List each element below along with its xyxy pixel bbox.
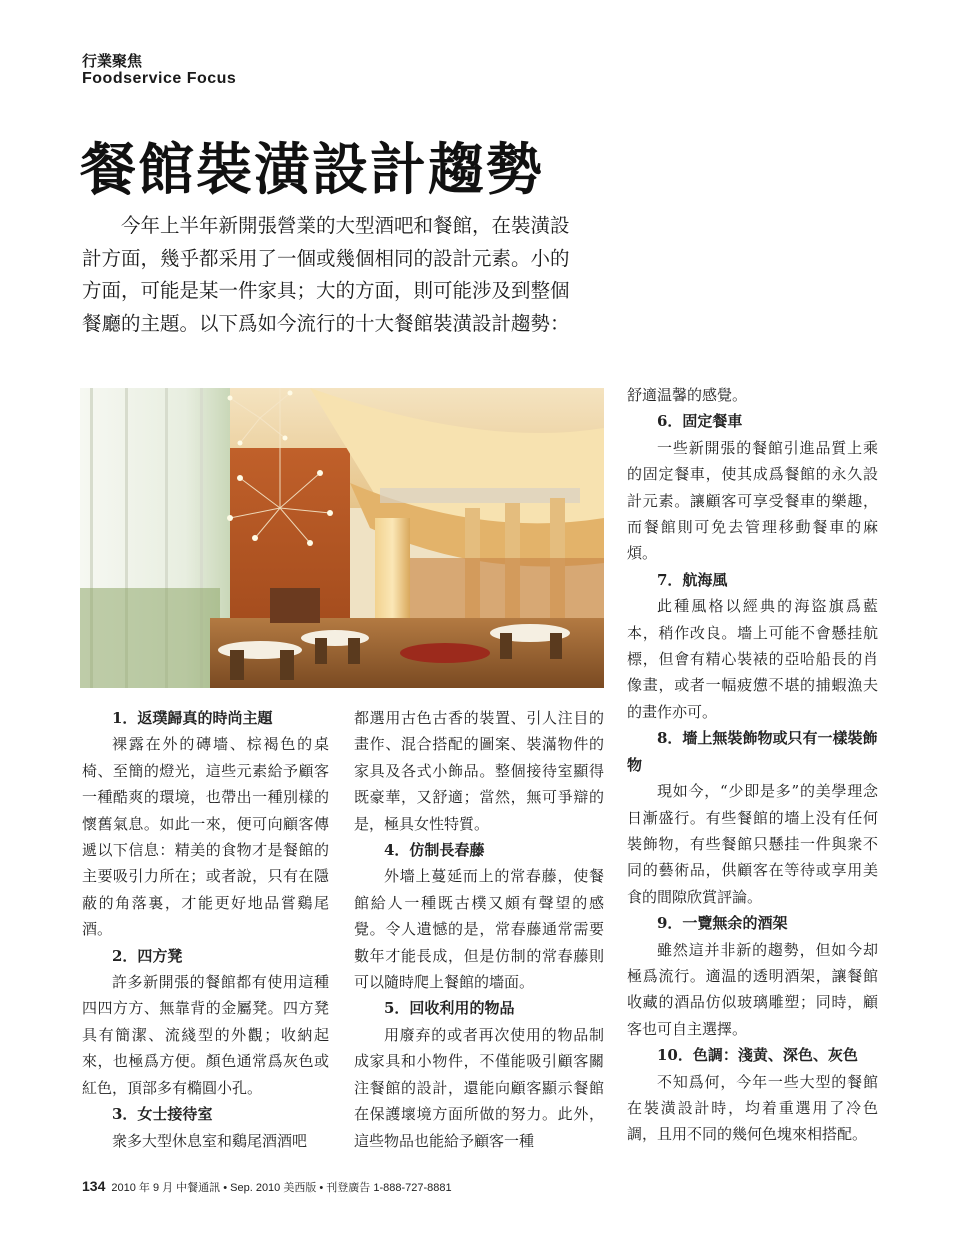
trend-heading-1: 1．返璞歸真的時尚主題 — [112, 709, 273, 727]
text-column-2 — [354, 705, 604, 1154]
trend-body-8: 現如今，“少即是多”的美學理念日漸盛行。有些餐館的墻上没有任何裝飾物，有些餐館只懸挂一件與衆不同的藝術品，供顧客在等待或享用美食的間隙欣賞評論。 — [627, 782, 878, 906]
text-column-1 — [82, 705, 329, 1154]
trend-heading-6: 6．固定餐車 — [657, 412, 743, 431]
trend-heading-7: 7．航海風 — [657, 570, 728, 589]
page-footer — [82, 1178, 452, 1195]
trend-body-5-continued: 舒適温馨的感覺。 — [627, 386, 748, 404]
trend-heading-10: 10．色調：淺黄、深色、灰色 — [657, 1046, 858, 1065]
trend-heading-9: 9．一覽無余的酒架 — [657, 914, 788, 933]
article-intro — [82, 210, 582, 340]
trend-body-3-continued: 都選用古色古香的裝置、引人注目的畫作、混合搭配的圖案、裝滿物件的家具及各式小飾品。整個接待室顯得既豪華，又舒適；當然，無可爭辯的是，極具女性特質。 — [354, 709, 604, 833]
trend-body-3: 衆多大型休息室和鷄尾酒酒吧 — [112, 1131, 308, 1150]
text-column-3 — [627, 382, 878, 1148]
restaurant-interior-photo — [80, 388, 604, 688]
trend-body-2: 許多新開張的餐館都有使用這種四四方方、無靠背的金屬凳。四方凳具有簡潔、流綫型的外觀；收納起來，也極爲方便。顏色通常爲灰色或紅色，頂部多有橢圓小孔。 — [82, 973, 329, 1097]
page-number: 134 — [82, 1178, 106, 1194]
intro-paragraph: 今年上半年新開張營業的大型酒吧和餐館，在裝潢設計方面，幾乎都采用了一個或幾個相同的設計元素。小的方面，可能是某一件家具；大的方面，則可能涉及到整個餐廳的主題。以下爲如今流行的十大餐館裝潢設計趨勢： — [82, 214, 570, 335]
trend-body-7: 此種風格以經典的海盜旗爲藍本，稍作改良。墻上可能不會懸挂航標，但會有精心裝裱的亞哈船長的肖像畫，或者一幅疲憊不堪的捕蝦漁夫的畫作亦可。 — [627, 597, 878, 721]
article-title: 餐館裝潢設計趨勢 — [80, 137, 544, 203]
trend-heading-5: 5．回收利用的物品 — [384, 999, 515, 1018]
section-label-en: Foodservice Focus — [82, 70, 237, 87]
trend-heading-8: 8．墻上無裝飾物或只有一樣裝飾物 — [627, 729, 878, 774]
trend-heading-4: 4．仿制長春藤 — [384, 841, 485, 860]
trend-body-6: 一些新開張的餐館引進品質上乘的固定餐車，使其成爲餐館的永久設計元素。讓顧客可享受餐車的樂趣，而餐館則可免去管理移動餐車的麻煩。 — [627, 438, 878, 563]
trend-heading-2: 2．四方凳 — [112, 946, 183, 965]
trend-body-4: 外墻上蔓延而上的常春藤，使餐館給人一種既古樸又頗有聲望的感覺。令人遺憾的是，常春藤通常需要數年才能長成，但是仿制的常春藤則可以隨時爬上餐館的墻面。 — [354, 867, 604, 992]
trend-body-1: 裸露在外的磚墻、棕褐色的桌椅、至簡的燈光，這些元素給予顧客一種酷爽的環境，也帶出一種別樣的懷舊氣息。如此一來，便可向顧客傳遞以下信息：精美的食物才是餐館的主要吸引力所在；或者說，只有在隱蔽的角落裏，才能更好地品嘗鷄尾酒。 — [82, 735, 329, 939]
trend-body-10: 不知爲何，今年一些大型的餐館在裝潢設計時，均着重選用了冷色調，且用不同的幾何色塊來相搭配。 — [627, 1072, 878, 1144]
footer-info: 2010 年 9 月 中餐通訊 • Sep. 2010 美西版 • 刊登廣告 1-888-727-8881 — [111, 1182, 452, 1194]
section-label-cn: 行業聚焦 — [82, 52, 143, 70]
trend-body-9: 雖然這并非新的趨勢，但如今却極爲流行。適温的透明酒架，讓餐館收藏的酒品仿似玻璃雕塑；同時，顧客也可自主選擇。 — [627, 940, 878, 1038]
trend-heading-3: 3．女士接待室 — [112, 1105, 213, 1124]
trend-body-5: 用廢弃的或者再次使用的物品制成家具和小物件，不僅能吸引顧客關注餐館的設計，還能向顧客顯示餐館在保護壞境方面所做的努力。此外，這些物品也能給予顧客一種 — [354, 1025, 604, 1150]
